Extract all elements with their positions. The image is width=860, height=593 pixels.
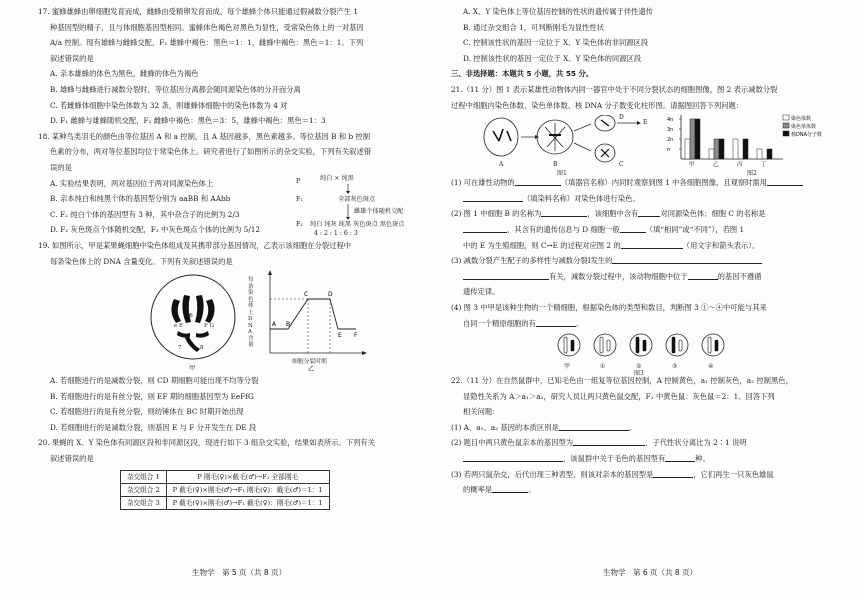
fig-caption-jia: 甲 [189,365,196,373]
answer-blank[interactable] [463,224,507,233]
answer-blank[interactable] [463,271,549,280]
table-cell: P 截毛(♀)×刚毛(♂)→F₁ 截毛(♀)：刚毛(♂)＝1：1 [166,496,329,509]
chromosome [679,340,682,351]
group-label: 丙 [737,162,743,168]
q18-option-d: D. F₂ 灰色斑点个体随机交配，F₃ 中灰色斑点个体的比例为 5/12 [50,225,261,235]
q17-option-d: D. F₁ 雌蜂与雄蜂随机交配，F₂ 雌蜂中褐色：黑色＝3：5，雄蜂中褐色：黑色＝1：3 [50,116,326,126]
q21-intro: 21.（11 分）图 1 表示某雄性动物体内同一器官中处于不同分裂状态的细胞图像，图 2 表示减数分裂 [451,84,778,94]
fig3-label-2: ② [636,363,642,371]
bar [709,149,714,159]
legend-label: 染色体数 [791,116,812,123]
cell-circle [702,334,724,356]
point-b: B [286,321,291,329]
q21-sub-2: (2) 图 1 中细胞 B 的名称为 ，该细胞中含有 对同源染色体；细胞 C 的名称是 [451,209,766,219]
table-cell: P 截毛(♀)×刚毛(♂)→F₁ 刚毛(♀)：截毛(♂)＝1：1 [166,483,329,496]
bar [690,119,695,159]
bar [743,139,748,159]
q22-line: 显隐性关系为 A＞a₁＞a₂，研究人员让两只黄色鼠交配，F₁ 中黄色鼠：灰色鼠＝2：1。回答下列 [463,391,775,401]
q18-option-b: B. 亲本纯白和纯黑个体的基因型分别为 aaBB 和 AAbb [50,194,231,204]
dna-content-graph [252,269,372,369]
y-tick-label: n [667,147,671,154]
q17-line: 叙述错误的是 [50,53,94,63]
fig3-label-jia: 甲 [564,363,571,371]
chromosome [600,337,603,353]
point-e: E [338,332,342,340]
q20-line: 20. 果蝇的 X、Y 染色体有同源区段和非同源区段，现进行如下 3 组杂交实验，结果如表所示。下列有关 [38,438,376,448]
q22-sub-3b: 的概率是 。 [463,485,536,495]
answer-blank[interactable] [665,453,695,462]
p-parents: 纯白 × 纯黑 [320,174,354,182]
fig3-label-1: ① [600,363,606,371]
cell-circle [558,334,580,356]
table-row [121,483,330,496]
legend-swatch [783,115,789,120]
answer-blank[interactable] [559,422,629,431]
chromosome [564,337,567,353]
q21-sub-1b: （填染料名称）对染色体进行染色。 [451,191,831,207]
cell-circle [630,334,652,356]
q20-option-a: A. X、Y 染色体上等位基因控制的性状的遗传属于伴性遗传 [463,7,654,16]
question-21 [451,82,831,378]
section-heading: 三、非选择题：本题共 5 小题，共 55 分。 [451,69,594,79]
q22-sub-3: (3) 若两只鼠杂交，后代出现三种表型，则该对亲本的基因型是 ，它们再生一只灰色雄鼠 [451,469,774,479]
answer-blank[interactable] [767,177,803,186]
right-page [451,4,831,498]
bar [685,139,690,159]
legend-swatch [783,123,789,128]
cell-gene-labels: F G [204,323,214,330]
answer-blank[interactable] [621,240,683,249]
bar [733,139,738,159]
group-label: 甲 [689,162,695,168]
q21-sub-2c: 中的 E 为生殖细胞，则 C→E 的过程对应图 2 的 （用文字和箭头表示）。 [463,240,760,250]
f2-ratio: 4 : 2 : 1 : 6 : 3 [314,229,358,237]
figure-3 [451,331,831,378]
answer-blank[interactable] [492,484,528,493]
cell-gene-labels: 5 6 [184,313,193,320]
legend-label: 核DNA分子数 [791,132,823,139]
q17-option-a: A. 亲本雄蜂的体色为黑色，雌蜂的体色为褐色 [50,69,199,79]
answer-blank[interactable] [463,193,523,202]
q20-option-b: B. 通过杂交组合 1，可判断刚毛为显性性状 [463,22,605,32]
y-tick-label: 2n [667,137,674,144]
cell-label-7: 7 [178,345,182,352]
table-row [121,496,330,509]
page-footer-right: 生物学 第 6 页（共 8 页） [603,568,698,577]
question-20 [38,435,416,509]
bar [719,139,724,159]
y-tick-label: 4n [667,117,674,124]
f2-phenotypes: 纯白 纯灰 纯黑 灰色斑点 黑色斑点 [310,220,405,228]
q22-sub-1: (1) A、a₁、a₂ 基因的本质区别是 。 [451,422,637,432]
answer-blank[interactable] [573,437,645,446]
left-page [38,4,416,510]
table-cell: 杂交组合 3 [121,496,167,509]
q22-sub-2: (2) 题目中两只黄色鼠亲本的基因型为 ，子代性状分离比为 2∶1 说明 [451,438,747,448]
cell-circle [666,334,688,356]
q21-sub-3c: 遗传定律。 [463,287,500,297]
cross-results-table [120,470,330,510]
q19-option-d: D. 若细胞进行的是减数分裂，则基因 E 与 F 分开发生在 DE 段 [50,422,257,432]
q21-intro: 过程中细胞内染色体数、染色单体数、核 DNA 分子数变化柱形图。请据图回答下列问题： [451,100,744,110]
q21-sub-4: (4) 图 3 中甲是该种生物的一个精细胞，根据染色体的类型和数目，判断图 3 ①～④中可能与其来 [451,302,767,312]
table-row [121,470,330,483]
chromosome [607,340,610,351]
q21-sub-1: (1) 可在雄性动物的 （填器官名称）内同时观察到图 1 中各细胞图像，且观察时需用 [451,175,831,191]
answer-blank[interactable] [612,255,762,264]
q22-line: 22.（11 分）在自然鼠群中，已知毛色由一组复等位基因控制，A 控制黄色，a₁ 控制灰色，a₂ 控制黑色， [451,376,793,386]
fig-caption-yi: 乙 [308,366,315,374]
point-f: F [354,332,358,340]
q21-sub-2b: ，其含有的遗传信息与 D 细胞一般 （填“相同”或“不同”），若图 1 [451,222,831,238]
fig3-caption: 图3 [634,370,644,378]
answer-blank[interactable] [653,469,693,478]
q18-option-c: C. F₂ 纯白个体的基因型有 3 种，其中杂合子的比例为 2/3 [50,209,240,219]
cell-b-label: B [553,161,558,169]
graph-y-label: 每条染色体上DNA含量 [248,277,254,349]
answer-blank[interactable] [463,453,563,462]
q18-option-a: A. 实验结果表明，两对基因位于两对同源染色体上 [50,178,214,188]
group-label: 乙 [713,162,719,168]
cell-circle [594,334,616,356]
cell-gene-labels: e E [174,323,184,330]
q20-options [451,4,831,66]
q19-line: 每条染色体上的 DNA 含量变化。下列有关叙述错误的是 [50,256,233,266]
q22-sub-2b: ，该鼠群中关于毛色的基因型有 种。 [451,451,831,467]
bar [767,149,772,159]
chromosome [708,337,711,353]
q17-line: 种基因型的精子，且与体细胞基因型相同。蜜蜂体色褐色对黑色为显性，受常染色体上的一对基因 [50,22,364,32]
q20-option-d: D. 控制该性状的基因一定位于 X、Y 染色体的同源区段 [463,53,642,63]
cell-d-label: D [619,114,624,122]
chromosome [643,340,646,351]
cell-label-8: 8 [200,345,204,352]
page-footer-left: 生物学 第 5 页（共 8 页） [192,568,287,577]
q21-sub-3: (3) 减数分裂产生配子的多样性与减数分裂Ⅰ发生的 [451,253,831,269]
question-19 [38,238,416,436]
bar [757,149,762,159]
f1-phenotype: 全部灰色斑点 [338,195,376,203]
fig3-label-3: ③ [672,363,678,371]
answer-blank[interactable] [620,224,646,233]
figure-2-bar-chart [665,113,835,167]
table-cell: 杂交组合 1 [121,470,167,483]
cell-e-label: E [643,119,648,127]
chromosome [571,340,574,351]
answer-blank[interactable] [638,208,660,217]
graph-x-label: 细胞分裂时期 [292,359,327,366]
cell-c-label: C [619,161,624,169]
bar [714,139,719,159]
cross-arrows [296,177,426,239]
table-cell: P 刚毛(♀)×截毛(♂)→F₁ 全部刚毛 [166,470,329,483]
p-label: P [296,177,301,185]
q21-figures [451,113,831,178]
q18-line: 18. 某种鸟类羽毛的颜色由等位基因 A 和 a 控制，且 A 基因越多，黑色素越多。等位基因 B 和 b 控制 [38,131,371,141]
chromosome [672,337,675,353]
q19-option-b: B. 若细胞进行的是有丝分裂，则 EF 期的细胞基因型为 EeFfG [50,391,254,401]
cell-a-label: A [499,161,504,169]
y-tick-label: 3n [667,127,674,134]
point-c: C [304,291,309,299]
q18-line: 色素的分布，两对等位基因均位于常染色体上。研究者进行了如图所示的杂交实验，下列有关叙述错 [50,147,372,157]
answer-blank[interactable] [515,177,561,186]
q19-option-a: A. 若细胞进行的是减数分裂，则 CD 期细胞可能出现不均等分裂 [50,376,259,386]
fig2-caption: 图2 [747,170,757,178]
chromosome [636,337,639,353]
q21-sub-3b: 有关，减数分裂过程中，该动物细胞中位于 的基因不遵循 [451,269,831,285]
q17-option-c: C. 若雌蜂体细胞中染色体数为 32 条，则雄蜂体细胞中的染色体数为 4 对 [50,100,288,110]
q20-option-c: C. 控制该性状的基因一定位于 X、Y 染色体的非同源区段 [463,38,649,48]
legend-swatch [783,131,789,136]
point-d: D [328,291,333,299]
f1-label: F₁ [296,195,303,203]
fig1-caption: 图1 [557,170,567,178]
question-22 [451,373,831,498]
q19-figures [38,269,416,374]
answer-blank[interactable] [688,271,718,280]
cell-figure-jia [148,273,238,371]
point-a: A [272,321,277,329]
legend-label: 染色单体数 [791,124,817,131]
question-17 [38,4,416,129]
f2-label: F₂ [296,220,303,228]
q17-line: 17. 蜜蜂雄蜂由卵细胞发育而成，雌蜂由受精卵发育而成。每个雄蜂个体只能通过假减数分裂产生 1 [38,7,359,16]
answer-blank[interactable] [541,208,587,217]
q21-sub-4b: 自同一个精原细胞的有 。 [463,318,584,328]
cross-diagram [296,174,426,239]
q17-option-b: B. 雄蜂与雌蜂进行减数分裂时，等位基因分离都会随同源染色体的分开而分离 [50,84,301,94]
bar [695,119,700,159]
table-cell: 杂交组合 2 [121,483,167,496]
q22-line: 相关问题： [463,407,500,417]
q17-line: A/a 控制。现有雄蜂与雌蜂交配，F₁ 雄蜂中褐色：黑色＝1：1，雌蜂中褐色：黑色＝1：1。下列 [50,38,364,48]
chromosome [715,340,718,351]
q18-line: 误的是 [50,162,72,172]
group-label: 丁 [761,162,767,168]
answer-blank[interactable] [536,318,576,327]
q19-line: 19. 如图所示，甲是某果蝇细胞中染色体组成及其携带部分基因情况，乙表示该细胞在分裂过程中 [38,240,352,250]
question-18 [38,129,416,238]
q20-line: 叙述错误的是 [50,454,94,464]
fig3-label-4: ④ [708,363,714,371]
f1-note: 雌雄个体随机交配 [354,207,404,215]
q19-option-c: C. 若细胞进行的是有丝分裂，则纺锤体在 BC 时期开始出现 [50,407,244,417]
